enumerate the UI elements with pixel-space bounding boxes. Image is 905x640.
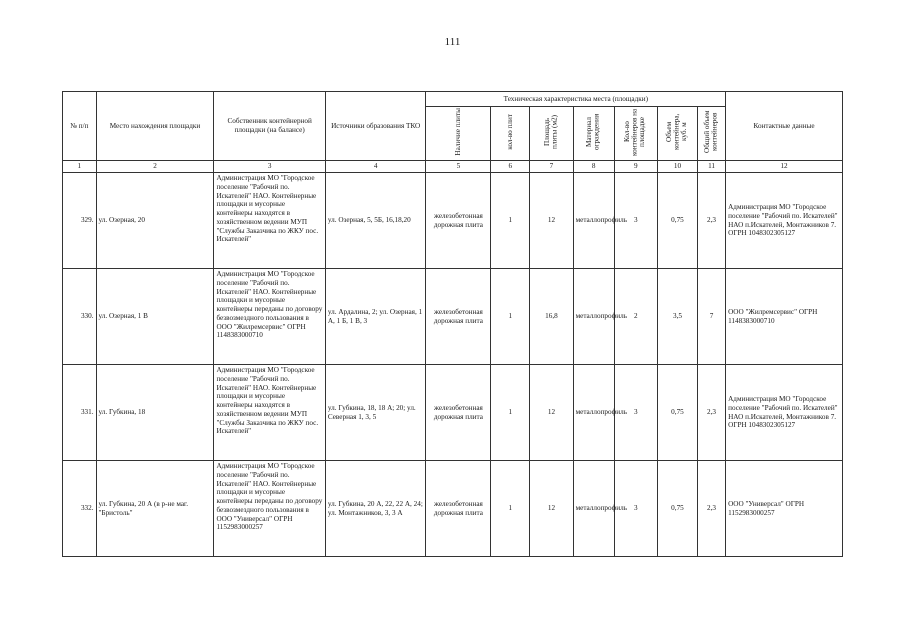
row-owner: Администрация МО "Городское поселение "Рабочий по. Искателей" НАО. Контейнерные площадки и мусорные контейнеры переданы по договору безвозмездного пользования в ООО "Жилремсервис" ОГРН 1148383000710 [214, 269, 325, 365]
row-slab-area: 16,8 [530, 269, 573, 365]
header-fence-cell [573, 107, 614, 161]
row-container-volume: 0,75 [657, 173, 697, 269]
row-fence: металлопрофиль [573, 365, 614, 461]
column-number: 3 [214, 161, 325, 173]
row-contacts: Администрация МО "Городское поселение "Рабочий по. Искателей" НАО п.Искателей, Монтажников 7. ОГРН 1048302305127 [726, 365, 843, 461]
row-total-volume: 2,3 [697, 173, 725, 269]
row-location: ул. Озерная, 1 В [96, 269, 214, 365]
row-location: ул. Озерная, 20 [96, 173, 214, 269]
column-number: 8 [573, 161, 614, 173]
row-num: 332. [63, 461, 97, 557]
row-contacts: Администрация МО "Городское поселение "Рабочий по. Искателей" НАО п.Искателей, Монтажников 7. ОГРН 1048302305127 [726, 173, 843, 269]
header-slab-count: кол-во плит [505, 114, 514, 150]
header-slab-area-cell [530, 107, 573, 161]
row-slab-count: 1 [491, 173, 530, 269]
row-num: 330. [63, 269, 97, 365]
row-slab-count: 1 [491, 461, 530, 557]
row-slab-count: 1 [491, 269, 530, 365]
row-sources: ул. Озерная, 5, 5Б, 16,18,20 [325, 173, 426, 269]
row-total-volume: 2,3 [697, 461, 725, 557]
column-number-row [63, 161, 843, 173]
row-total-volume: 2,3 [697, 365, 725, 461]
row-container-count: 3 [614, 173, 657, 269]
row-num: 331. [63, 365, 97, 461]
row-contacts: ООО "Универсал" ОГРН 1152983000257 [726, 461, 843, 557]
column-number: 12 [726, 161, 843, 173]
row-container-volume: 0,75 [657, 461, 697, 557]
column-number: 11 [697, 161, 725, 173]
row-owner: Администрация МО "Городское поселение "Рабочий по. Искателей" НАО. Контейнерные площадки и мусорные контейнеры находятся в хозяйственном ведении МУП "Службы Заказчика по ЖКУ пос. Искателей" [214, 173, 325, 269]
row-slab: железобетонная дорожная плита [426, 461, 491, 557]
table-row [63, 173, 843, 269]
row-owner: Администрация МО "Городское поселение "Рабочий по. Искателей" НАО. Контейнерные площадки и мусорные контейнеры находятся в хозяйственном ведении МУП "Службы Заказчика по ЖКУ пос. Искателей" [214, 365, 325, 461]
row-container-count: 3 [614, 365, 657, 461]
header-row-top [63, 92, 843, 107]
column-number: 5 [426, 161, 491, 173]
column-number: 7 [530, 161, 573, 173]
row-fence: металлопрофиль [573, 269, 614, 365]
row-num: 329. [63, 173, 97, 269]
row-owner: Администрация МО "Городское поселение "Рабочий по. Искателей" НАО. Контейнерные площадки и мусорные контейнеры переданы по договору безвозмездного пользования в ООО "Универсал" ОГРН 1152983000257 [214, 461, 325, 557]
row-fence: металлопрофиль [573, 173, 614, 269]
column-number: 9 [614, 161, 657, 173]
row-slab-area: 12 [530, 461, 573, 557]
table-row [63, 269, 843, 365]
row-sources: ул. Ардалина, 2; ул. Озерная, 1 А, 1 Б, 1 В, 3 [325, 269, 426, 365]
column-number: 6 [491, 161, 530, 173]
header-sources: Источники образования ТКО [325, 92, 426, 161]
header-container-volume-cell [657, 107, 697, 161]
header-fence: Материал ограждения [585, 114, 601, 151]
row-container-count: 3 [614, 461, 657, 557]
row-total-volume: 7 [697, 269, 725, 365]
row-location: ул. Губкина, 20 А (в р-не маг. "Бристоль" [96, 461, 214, 557]
row-container-volume: 3,5 [657, 269, 697, 365]
row-slab: железобетонная дорожная плита [426, 269, 491, 365]
table-row [63, 365, 843, 461]
header-total-volume-cell [697, 107, 725, 161]
header-slab-count-cell [491, 107, 530, 161]
row-slab: железобетонная дорожная плита [426, 365, 491, 461]
row-fence: металлопрофиль [573, 461, 614, 557]
container-sites-table [62, 91, 843, 557]
header-container-count-cell [614, 107, 657, 161]
page-number: 111 [444, 36, 461, 48]
header-num: № п/п [63, 92, 97, 161]
row-slab: железобетонная дорожная плита [426, 173, 491, 269]
header-container-count: Кол-во контейнеров на площадке [623, 108, 647, 156]
header-owner: Собственник контейнерной площадки (на балансе) [214, 92, 325, 161]
row-sources: ул. Губкина, 20 А, 22, 22 А, 24; ул. Монтажников, 3, 3 А [325, 461, 426, 557]
column-number: 1 [63, 161, 97, 173]
column-number: 2 [96, 161, 214, 173]
header-slab: Наличие плиты [453, 108, 462, 156]
row-sources: ул. Губкина, 18, 18 А; 20; ул. Северная 1, 3, 5 [325, 365, 426, 461]
row-location: ул. Губкина, 18 [96, 365, 214, 461]
header-contacts: Контактные данные [726, 92, 843, 161]
header-tech-group: Техническая характеристика места (площадки) [426, 92, 726, 107]
table-row [63, 461, 843, 557]
row-contacts: ООО "Жилремсервис" ОГРН 1148383000710 [726, 269, 843, 365]
header-container-volume: Объем контейнера, куб. м [665, 113, 689, 151]
row-container-count: 2 [614, 269, 657, 365]
column-number: 4 [325, 161, 426, 173]
header-slab-cell [426, 107, 491, 161]
row-slab-area: 12 [530, 173, 573, 269]
row-slab-area: 12 [530, 365, 573, 461]
header-total-volume: Общий объем контейнеров [702, 110, 719, 154]
row-slab-count: 1 [491, 365, 530, 461]
header-slab-area: Площадь плиты (м2) [542, 115, 559, 150]
row-container-volume: 0,75 [657, 365, 697, 461]
header-location: Место нахождения площадки [96, 92, 214, 161]
column-number: 10 [657, 161, 697, 173]
